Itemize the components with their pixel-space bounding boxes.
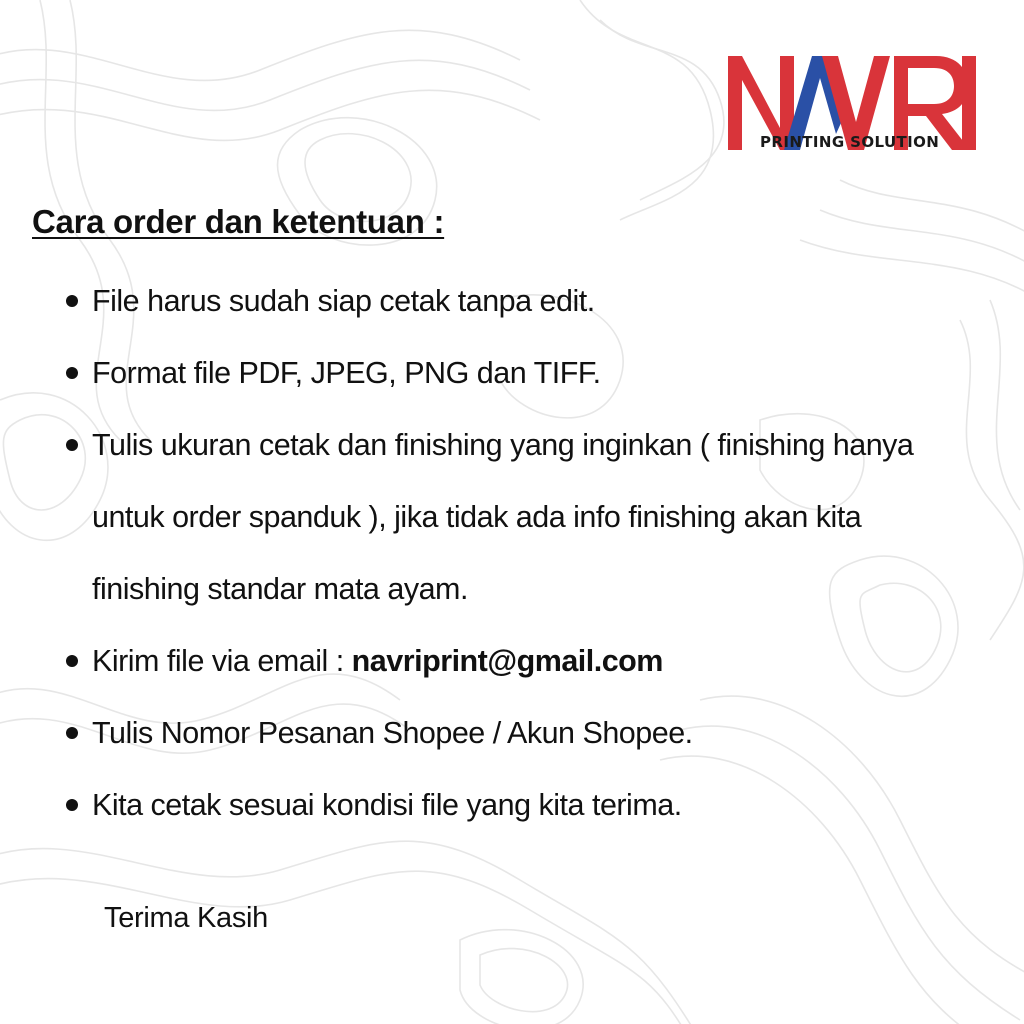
bullet-dot xyxy=(66,295,78,307)
rule-size-finishing: Tulis ukuran cetak dan finishing yang inginkan ( finishing hanya untuk order spanduk ), jika tidak ada info finishing akan kita finishing standar mata ayam. xyxy=(92,428,914,606)
list-item xyxy=(64,265,964,337)
email-address: navriprint@gmail.com xyxy=(351,644,663,678)
page-title: Cara order dan ketentuan : xyxy=(32,203,445,240)
rule-email-label: Kirim file via email : xyxy=(92,644,352,678)
list-item xyxy=(64,769,964,841)
order-rules-list xyxy=(64,265,964,841)
bullet-dot xyxy=(66,799,78,811)
bullet-dot xyxy=(66,439,78,451)
bullet-dot xyxy=(66,655,78,667)
bullet-dot xyxy=(66,727,78,739)
rule-shopee: Tulis Nomor Pesanan Shopee / Akun Shopee. xyxy=(92,716,693,750)
bullet-dot xyxy=(66,367,78,379)
list-item xyxy=(64,697,964,769)
list-item xyxy=(64,625,964,697)
list-item xyxy=(64,409,964,625)
closing-thanks: Terima Kasih xyxy=(104,902,269,934)
rule-file-ready: File harus sudah siap cetak tanpa edit. xyxy=(92,284,595,318)
logo-letter-i xyxy=(962,56,976,150)
rule-formats: Format file PDF, JPEG, PNG dan TIFF. xyxy=(92,356,601,390)
rule-print-condition: Kita cetak sesuai kondisi file yang kita terima. xyxy=(92,788,682,822)
list-item xyxy=(64,337,964,409)
logo-tagline: PRINTING SOLUTION xyxy=(760,133,940,151)
